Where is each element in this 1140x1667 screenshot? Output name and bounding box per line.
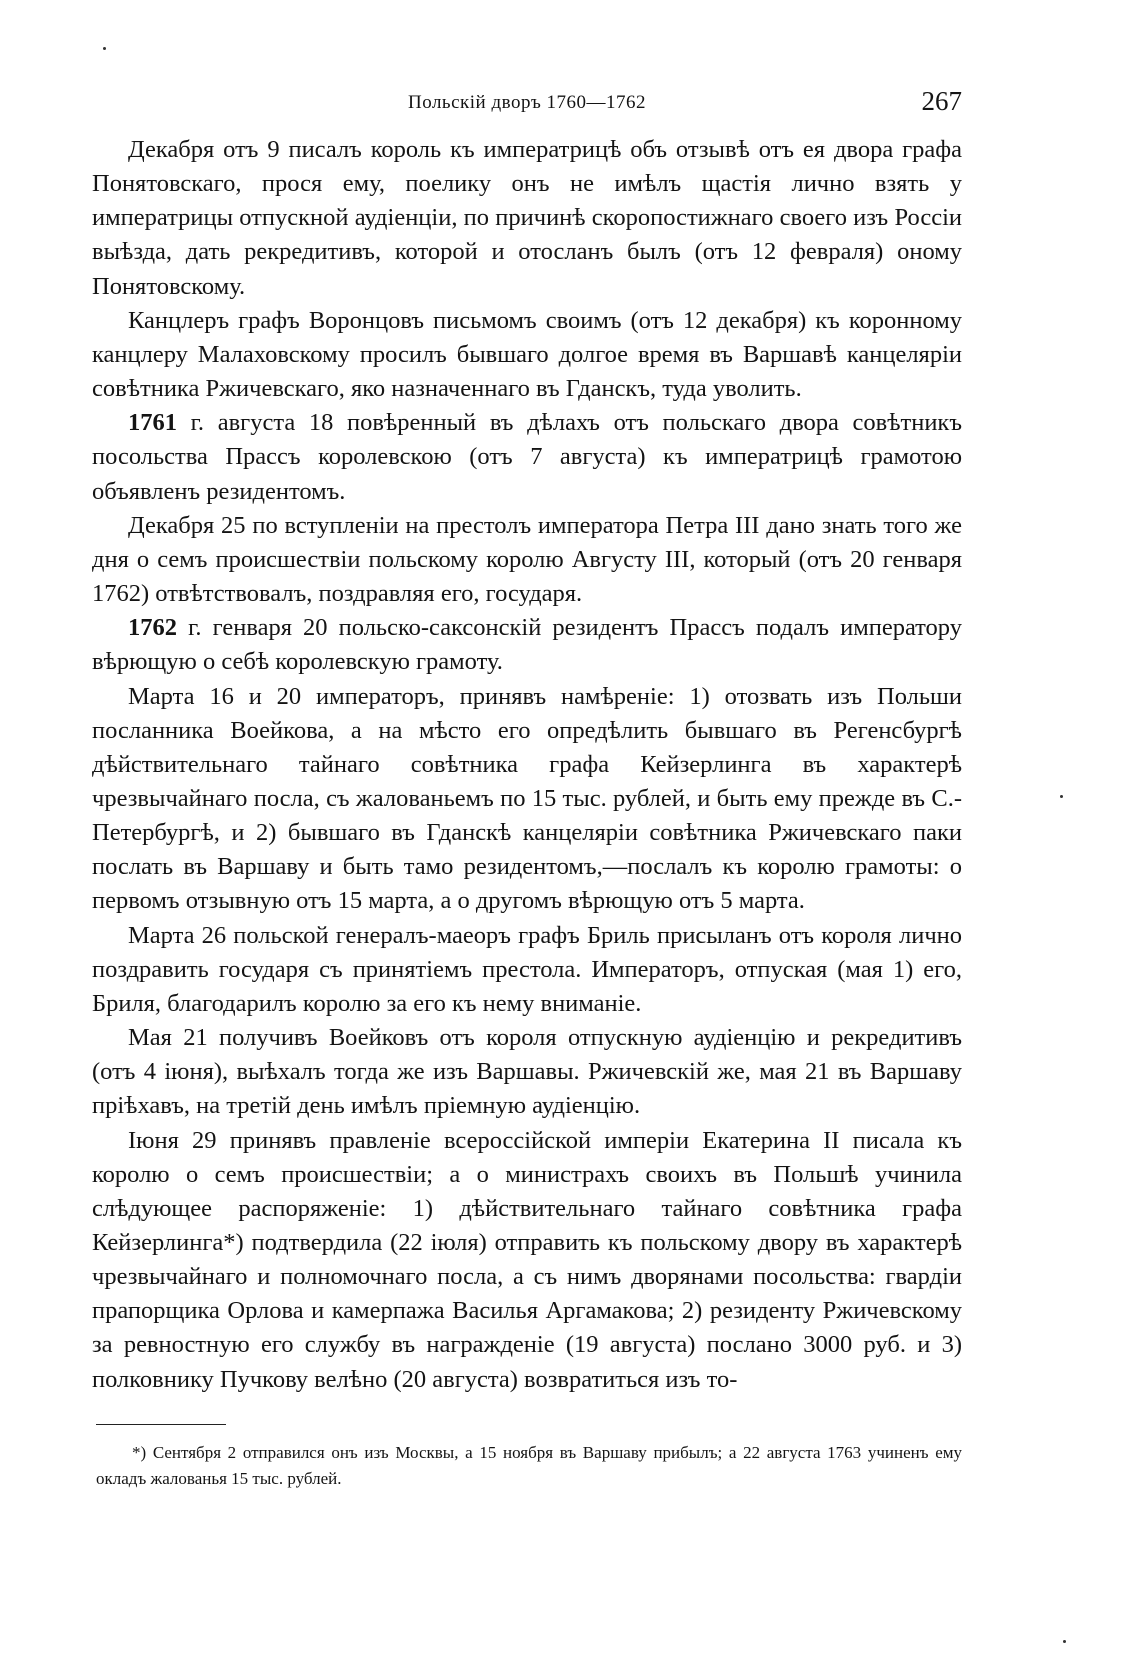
paragraph [92,1124,962,1397]
paragraph [92,133,962,304]
paragraph [92,304,962,406]
paragraph [92,406,962,508]
running-title: Польскій дворъ 1760—1762 [407,92,647,113]
paragraph-text: Мая 21 получивъ Воейковъ отъ короля отпускную аудіенцію и рекредитивъ (отъ 4 іюня), выѣхалъ тогда же изъ Варшавы. Ржичевскій же, мая 21 въ Варшаву пріѣхавъ, на третій день имѣлъ пріемную аудіенцію. [92,1024,962,1120]
page-number: 267 [921,86,962,116]
footnote: *) Сентября 2 отправился онъ изъ Москвы, а 15 ноября въ Варшаву прибылъ; а 22 августа 1763 учиненъ ему окладъ жалованья 15 тыс. рублей. [96,1443,962,1488]
paragraph [92,611,962,679]
print-speck [103,47,106,50]
paragraph-text: Декабря 25 по вступленіи на престолъ императора Петра III дано знать того же дня о семъ происшествіи польскому королю Августу III, который (отъ 20 генваря 1762) отвѣтствовалъ, поздравляя его, государя. [92,511,962,608]
print-speck [1063,1640,1066,1643]
paragraph-text: Марта 16 и 20 императоръ, принявъ намѣреніе: 1) отозвать изъ Польши посланника Воейкова, а на мѣсто его опредѣлить бывшаго въ Регенсбургѣ дѣйствительнаго тайнаго совѣтника графа Кейзерлинга въ характерѣ чрезвычайнаго посла, съ жалованьемъ по 15 тыс. рублей, и быть ему прежде въ С.-Петербургѣ, и 2) бывшаго въ Гданскѣ канцеляріи совѣтника Ржичевскаго паки послать въ Варшаву и быть тамо резидентомъ,—послалъ къ королю грамоты: о первомъ отзывную отъ 15 марта, а о другомъ вѣрющую отъ 5 марта. [92,682,962,915]
paragraph-text: г. генваря 20 польско-саксонскій резидентъ Прассъ подалъ императору вѣрющую о себѣ королевскую грамоту. [92,614,962,676]
paragraph-text: Іюня 29 принявъ правленіе всероссійской имперіи Екатерина II писала къ королю о семъ происшествіи; а о министрахъ своихъ въ Польшѣ учинила слѣдующее распоряженіе: 1) дѣйствительнаго тайнаго совѣтника графа Кейзерлинга*) подтвердила (22 іюля) отправить къ польскому двору въ характерѣ чрезвычайнаго и полномочнаго посла, а съ нимъ дворянами посольства: гвардіи прапорщика Орлова и камерпажа Василья Аргамакова; 2) резиденту Ржичевскому за ревностную его службу въ награжденіе (19 августа) послано 3000 руб. и 3) полковнику Пучкову велѣно (20 августа) возвратиться изъ то- [92,1126,962,1393]
paragraph-year: 1762 [128,614,177,642]
paragraph-year: 1761 [128,409,177,437]
running-head [92,88,962,128]
paragraph [92,919,962,1021]
paragraph-text: Марта 26 польской генералъ-маеоръ графъ Бриль присыланъ отъ короля лично поздравить государя съ принятіемъ престола. Императоръ, отпуская (мая 1) его, Бриля, благодарилъ королю за его къ нему вниманіе. [92,921,962,1017]
footnote-divider [96,1424,226,1425]
paragraph [92,1021,962,1123]
paragraph [92,680,962,919]
body-text [92,133,962,1397]
paragraph-text: г. августа 18 повѣренный въ дѣлахъ отъ польскаго двора совѣтникъ посольства Прассъ королевскою (отъ 7 августа) къ императрицѣ грамотою объявленъ резидентомъ. [92,409,962,505]
paragraph-text: Канцлеръ графъ Воронцовъ письмомъ своимъ (отъ 12 декабря) къ коронному канцлеру Малаховскому просилъ бывшаго долгое время въ Варшавѣ канцеляріи совѣтника Ржичевскаго, яко назначеннаго въ Гданскъ, туда уволить. [92,306,962,403]
print-speck [1060,795,1063,798]
paragraph [92,509,962,611]
paragraph-text: Декабря отъ 9 писалъ король къ императрицѣ объ отзывѣ отъ ея двора графа Понятовскаго, прося ему, поелику онъ не имѣлъ щастія лично взять у императрицы отпускной аудіенціи, по причинѣ скоропостижнаго своего изъ Россіи выѣзда, дать рекредитивъ, которой и отосланъ былъ (отъ 12 февраля) оному Понятовскому. [92,136,962,300]
